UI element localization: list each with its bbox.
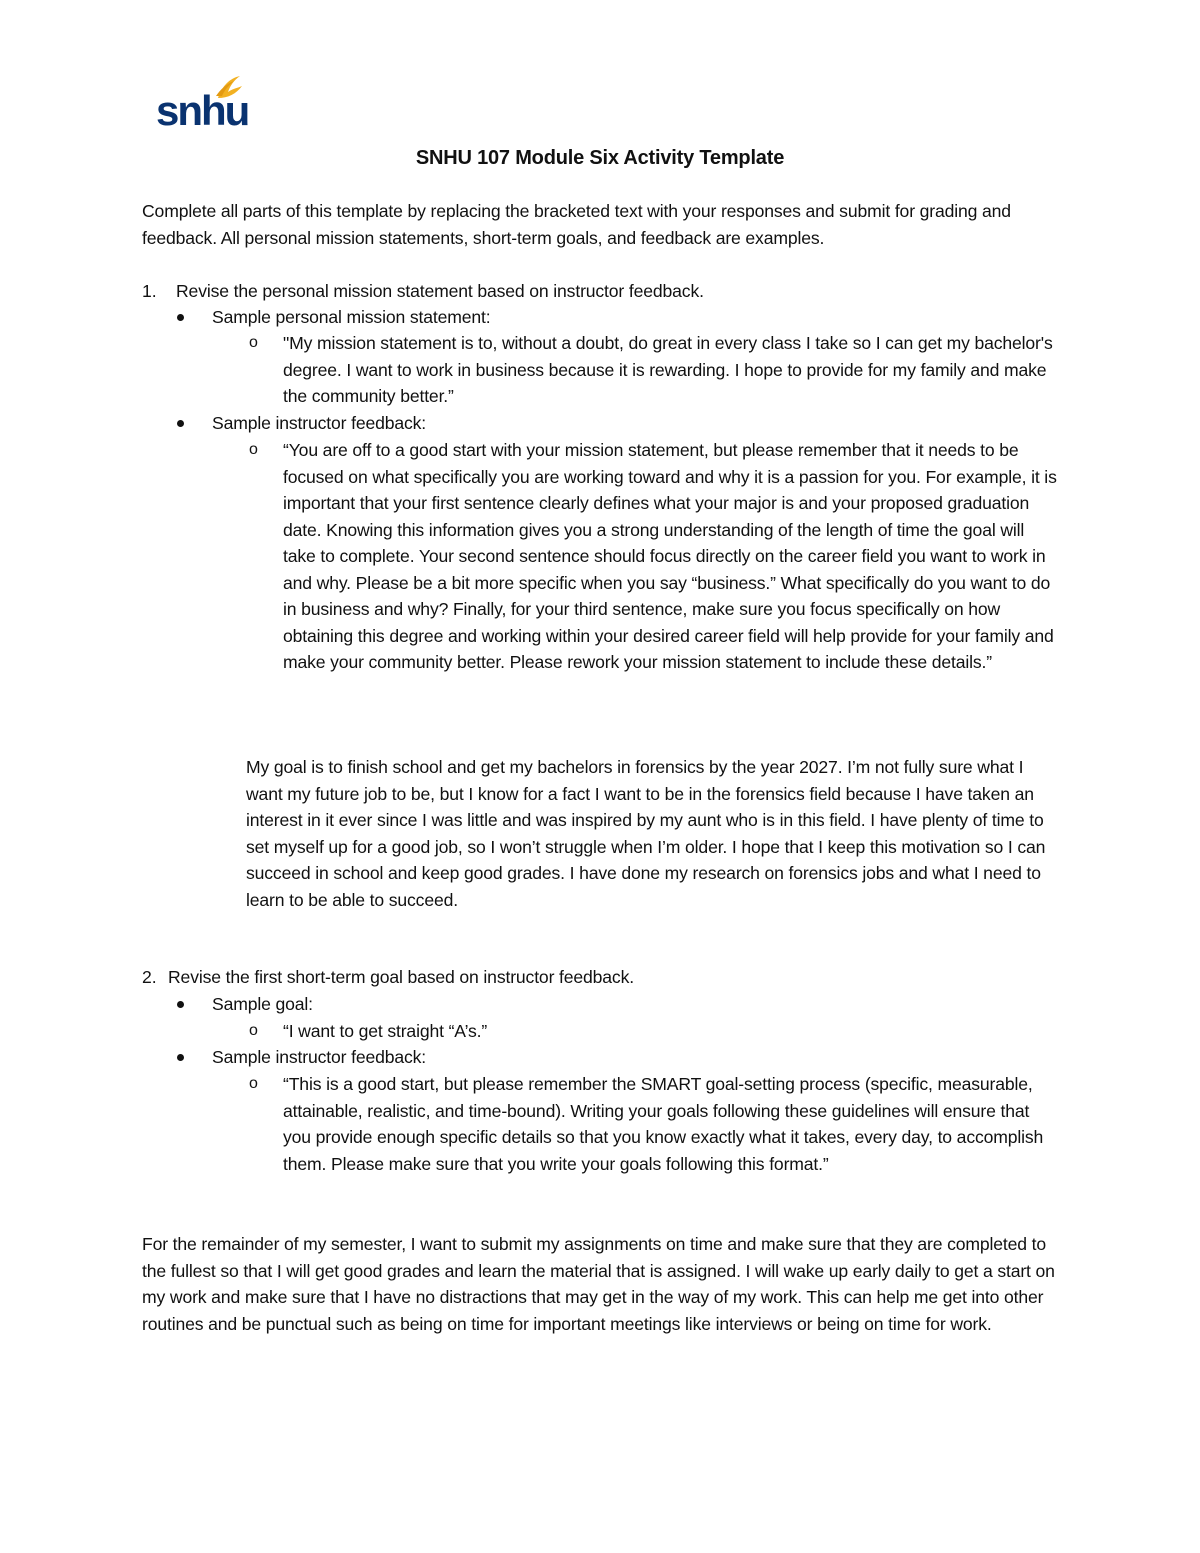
intro-paragraph: Complete all parts of this template by replacing the bracketed text with your responses and submit for grading and feedback. All personal mission statements, short-term goals, and feedback are examples. bbox=[142, 201, 1011, 248]
snhu-logo bbox=[156, 72, 249, 134]
revised-mission-statement: My goal is to finish school and get my bachelors in forensics by the year 2027. I’m not fully sure what I want my future job to be, but I know for a fact I want to be in the forensics field because I have taken an interest in it ever since I was little and was inspired by my aunt who is in this field. I have plenty of time to set myself up for a good job, so I won’t struggle when I’m older. I hope that I keep this motivation so I can succeed in school and keep good grades. I have done my research on forensics jobs and what I need to learn to be able to succeed. bbox=[246, 757, 1046, 910]
section-1-bullet-2: Sample instructor feedback: bbox=[212, 413, 427, 433]
circle-bullet-icon: o bbox=[249, 334, 258, 351]
bullet-icon bbox=[177, 420, 184, 427]
logo-wordmark: snhu bbox=[156, 87, 249, 134]
circle-bullet-icon: o bbox=[249, 1075, 258, 1092]
bullet-icon bbox=[177, 1001, 184, 1008]
bullet-icon bbox=[177, 314, 184, 321]
section-2-heading: Revise the first short-term goal based on instructor feedback. bbox=[168, 967, 634, 987]
sample-goal-feedback: “This is a good start, but please remember the SMART goal-setting process (specific, measurable, attainable, realistic, and time-bound). Writing your goals following these guidelines will ensure that you provide enough specific details so that you know exactly what it takes, every day, to accomplish them. Please make sure that you write your goals following this format.” bbox=[283, 1074, 1044, 1174]
sample-mission-statement: "My mission statement is to, without a doubt, do great in every class I take so I can get my bachelor's degree. I want to work in business because it is rewarding. I hope to provide for my family and make the community better.” bbox=[283, 333, 1053, 406]
section-1-number: 1. bbox=[142, 281, 157, 301]
sample-goal: “I want to get straight “A’s.” bbox=[283, 1021, 488, 1041]
section-1-heading: Revise the personal mission statement based on instructor feedback. bbox=[176, 281, 704, 301]
document-title: SNHU 107 Module Six Activity Template bbox=[415, 147, 785, 169]
section-2-bullet-1: Sample goal: bbox=[212, 994, 313, 1014]
sample-instructor-feedback: “You are off to a good start with your mission statement, but please remember that it needs to be focused on what specifically you are working toward and why it is a passion for you. For example, it is important that your first sentence clearly defines what your major is and your proposed graduation date. Knowing this information gives you a strong understanding of the length of time the goal will take to complete. Your second sentence should focus directly on the career field you want to work in and why. Please be a bit more specific when you say “business.” What specifically do you want to do in business and why? Finally, for your third sentence, make sure you focus specifically on how obtaining this degree and working within your desired career field will help provide for your family and make your community better. Please rework your mission statement to include these details.” bbox=[283, 440, 1057, 672]
circle-bullet-icon: o bbox=[249, 441, 258, 458]
circle-bullet-icon: o bbox=[249, 1022, 258, 1039]
bullet-icon bbox=[177, 1054, 184, 1061]
section-2-bullet-2: Sample instructor feedback: bbox=[212, 1047, 427, 1067]
section-1-bullet-1: Sample personal mission statement: bbox=[212, 307, 491, 327]
revised-short-term-goal: For the remainder of my semester, I want to submit my assignments on time and make sure that they are completed to the fullest so that I will get good grades and learn the material that is assigned. I will wake up early daily to get a start on my work and make sure that I have no distractions that may get in the way of my work. This can help me get into other routines and be punctual such as being on time for important meetings like interviews or being on time for work. bbox=[142, 1234, 1055, 1334]
section-2-number: 2. bbox=[142, 967, 157, 987]
